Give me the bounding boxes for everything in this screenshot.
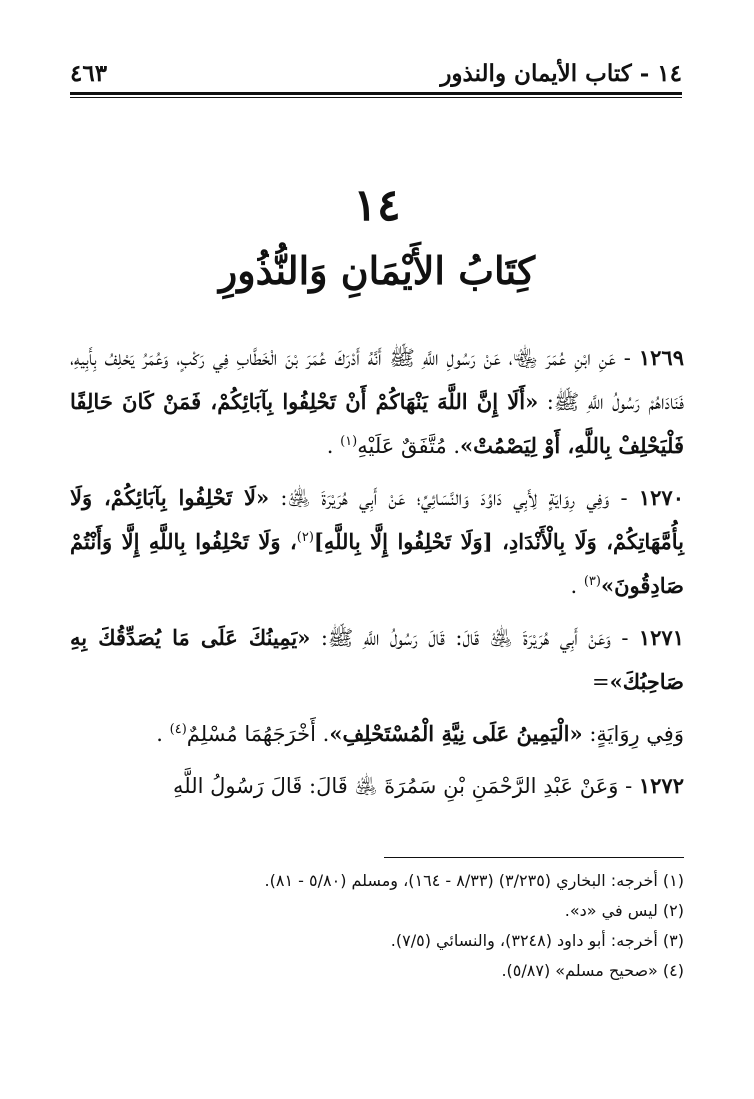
hadith-intro: - وَعَنْ عَبْدِ الرَّحْمَنِ بْنِ سَمُرَةَ ﵁ قَالَ: قَالَ رَسُولُ اللَّهِ <box>172 774 639 798</box>
hadith-text-block <box>70 336 684 816</box>
hadith-1270 <box>70 476 684 608</box>
hadith-source: . أَخْرَجَهُمَا مُسْلِمٌ <box>186 722 330 746</box>
footnote-3: (٣) أخرجه: أبو داود (٣٢٤٨)، والنسائي (٧/٥). <box>390 931 684 950</box>
hadith-number: ١٢٧٠ <box>638 485 684 510</box>
hadith-quote: «الْيَمِينُ عَلَى نِيَّةِ الْمُسْتَحْلِفِ» <box>329 721 583 746</box>
hadith-intro: - عَنِ ابْنِ عُمَرَ ﵄، عَنْ رَسُولِ اللَّهِ ﷺ أَنَّهُ أَدْرَكَ عُمَرَ بْنَ الْخَطَّابِ فِي رَكْبٍ، وَعُمَرُ يَحْلِفُ بِأَبِيهِ، فَنَادَاهُمْ رَسُولُ اللَّهِ ﷺ: <box>70 346 684 414</box>
hadith-quote-continued: ، وَلَا تَحْلِفُوا بِاللَّهِ إِلَّا وَأَنْتُمْ صَادِقُونَ» <box>70 529 684 598</box>
chapter-title: كِتَابُ الأَيْمَانِ وَالنُّذُورِ <box>218 248 536 293</box>
header-title: ١٤ - كتاب الأيمان والنذور <box>440 60 682 87</box>
header-rule-thin <box>70 97 682 98</box>
hadith-1271 <box>70 616 684 704</box>
hadith-quote: «يَمِينُكَ عَلَى مَا يُصَدِّقُكَ بِهِ صَاحِبُكَ» <box>70 625 684 694</box>
hadith-end: . <box>326 434 334 458</box>
hadith-quote: «أَلَا إِنَّ اللَّهَ يَنْهَاكُمْ أَنْ تَحْلِفُوا بِآبَائِكُمْ، فَمَنْ كَانَ حَالِفًا فَلْيَحْلِفْ بِاللَّهِ، أَوْ لِيَصْمُتْ» <box>70 389 684 458</box>
hadith-intro: - وَعَنْ أَبِي هُرَيْرَةَ ﵁ قَالَ: قَالَ رَسُولُ اللَّهِ ﷺ: <box>310 626 639 650</box>
hadith-end: . <box>156 722 163 746</box>
hadith-1271-variant <box>70 712 684 756</box>
hadith-1272 <box>70 764 684 808</box>
footnote-ref[interactable]: (٤) <box>169 722 187 737</box>
footnote-ref[interactable]: (٢) <box>296 530 314 545</box>
footnote-1: (١) أخرجه: البخاري (٣/٢٣٥) (٨/٣٣ - ١٦٤)، ومسلم (٥/٨٠ - ٨١). <box>264 871 684 890</box>
footnote-4: (٤) «صحيح مسلم» (٥/٨٧). <box>501 961 684 980</box>
hadith-source: . مُتَّفَقٌ عَلَيْهِ <box>357 434 461 458</box>
footnote-separator <box>384 857 684 858</box>
chapter-number: ١٤ <box>353 180 401 231</box>
footnote-ref[interactable]: (١) <box>340 434 358 449</box>
hadith-intro: - وَفِي رِوَايَةٍ لِأَبِي دَاوُدَ وَالنَّسَائِيِّ؛ عَنْ أَبِي هُرَيْرَةَ ﵁: <box>269 486 639 510</box>
hadith-end: . <box>570 574 578 598</box>
hadith-quote: «لَا تَحْلِفُوا بِآبَائِكُمْ، وَلَا بِأُمَّهَاتِكُمْ، وَلَا بِالْأَنْدَادِ، [وَلَا تَحْلِفُوا إِلَّا بِاللَّهِ] <box>70 485 685 554</box>
hadith-1269 <box>70 336 684 468</box>
hadith-intro: وَفِي رِوَايَةٍ: <box>582 722 684 746</box>
footnotes <box>70 866 684 986</box>
page-number: ٤٦٣ <box>70 60 108 87</box>
header-rule-thick <box>70 92 682 95</box>
hadith-number: ١٢٧١ <box>638 625 684 650</box>
hadith-number: ١٢٦٩ <box>638 345 684 370</box>
running-header <box>70 58 682 94</box>
footnote-ref[interactable]: (٣) <box>583 574 601 589</box>
hadith-end: = <box>592 670 610 694</box>
footnote-2: (٢) ليس في «د». <box>564 901 684 920</box>
hadith-number: ١٢٧٢ <box>638 773 684 798</box>
